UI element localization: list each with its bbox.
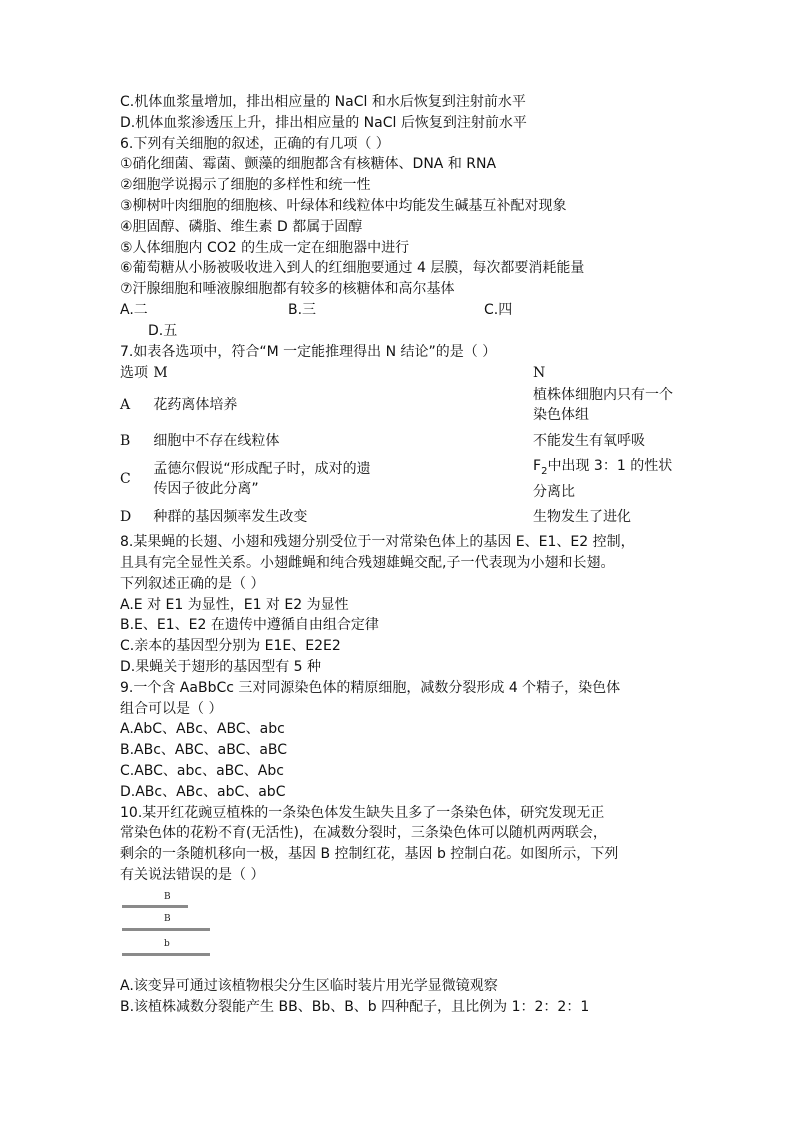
- q7-table: [120, 362, 680, 532]
- q6-item-2: ②细胞学说揭示了细胞的多样性和统一性: [120, 177, 371, 194]
- q6-option-b: B.三: [288, 301, 317, 318]
- q7-row-m: 孟德尔假说“形成配子时，成对的遗传因子彼此分离”: [153, 461, 371, 498]
- q7-header-option: 选项: [120, 365, 148, 382]
- q7-row-n-sub: 2: [541, 466, 548, 478]
- q6-item-3: ③柳树叶肉细胞的细胞核、叶绿体和线粒体中均能发生碱基互补配对现象: [120, 197, 567, 214]
- table-row: [120, 426, 680, 456]
- q10-option-b: B.该植株减数分裂能产生 BB、Bb、B、b 四种配子，且比例为 1：2：2：1: [120, 998, 590, 1015]
- q7-row-n: 不能发生有氧呼吸: [533, 433, 646, 450]
- table-row: [120, 456, 680, 502]
- table-row: [120, 502, 680, 532]
- q6-stem: 6.下列有关细胞的叙述，正确的有几项（ ）: [120, 135, 390, 152]
- q9-stem-2: 组合可以是（ ）: [120, 700, 223, 717]
- q10-stem-1: 10.某开红花豌豆植株的一条染色体发生缺失且多了一条染色体，研究发现无正: [120, 804, 605, 821]
- chromosome-bar-long: [122, 953, 210, 956]
- q9-option-b: B.ABc、ABC、aBC、aBC: [120, 742, 288, 759]
- q9-option-c: C.ABC、abc、aBC、Abc: [120, 762, 284, 779]
- table-row: [120, 384, 680, 426]
- q6-item-4: ④胆固醇、磷脂、维生素 D 都属于固醇: [120, 218, 363, 235]
- q7-row-n-post: 中出现 3：1 的性状分离比: [533, 458, 673, 501]
- q6-option-c: C.四: [484, 301, 513, 318]
- q7-row-n: 生物发生了进化: [533, 509, 632, 526]
- q8-option-a: A.E 对 E1 为显性，E1 对 E2 为显性: [120, 596, 349, 613]
- q10-stem-2: 常染色体的花粉不育(无活性)，在减数分裂时，三条染色体可以随机两两联会，: [120, 825, 607, 842]
- q8-stem-1: 8.某果蝇的长翅、小翅和残翅分别受位于一对常染色体上的基因 E、E1、E2 控制，: [120, 534, 635, 551]
- q10-option-a: A.该变异可通过该植物根尖分生区临时装片用光学显微镜观察: [120, 977, 498, 994]
- q6-item-1: ①硝化细菌、霉菌、颤藻的细胞都含有核糖体、DNA 和 RNA: [120, 156, 497, 173]
- q7-header-m: M: [153, 365, 168, 382]
- q7-row-n: 植株体细胞内只有一个染色体组: [533, 387, 674, 424]
- q6-option-d: D.五: [148, 322, 178, 339]
- q7-row-n: [533, 456, 680, 502]
- q6-item-5: ⑤人体细胞内 CO2 的生成一定在细胞器中进行: [120, 239, 410, 256]
- q7-row-option: D: [120, 509, 132, 526]
- q7-header-row: [120, 362, 680, 384]
- q8-stem-2: 且具有完全显性关系。小翅雌蝇和纯合残翅雄蝇交配,子一代表现为小翅和长翅。: [120, 554, 615, 571]
- q7-row-m: 花药离体培养: [153, 397, 238, 414]
- q7-row-m: 种群的基因频率发生改变: [153, 509, 308, 526]
- q10-stem-3: 剩余的一条随机移向一极，基因 B 控制红花，基因 b 控制白花。如图所示，下列: [120, 846, 619, 863]
- q6-option-a: A.二: [120, 301, 148, 318]
- q7-stem: 7.如表各选项中，符合“M 一定能推理得出 N 结论”的是（ ）: [120, 343, 497, 360]
- q6-options: [120, 300, 680, 321]
- q8-stem-3: 下列叙述正确的是（ ）: [120, 575, 265, 592]
- q7-row-option: A: [120, 397, 131, 414]
- chromosome-bar-short: [122, 905, 188, 908]
- chromosome-label-1: B: [164, 891, 171, 902]
- q6-item-6: ⑥葡萄糖从小肠被吸收进入到人的红细胞要通过 4 层膜，每次都要消耗能量: [120, 260, 585, 277]
- q6-item-7: ⑦汗腺细胞和唾液腺细胞都有较多的核糖体和高尔基体: [120, 281, 455, 298]
- chromosome-label-3: b: [164, 938, 170, 949]
- exam-page: [120, 92, 680, 1017]
- q7-row-m: 细胞中不存在线粒体: [153, 433, 280, 450]
- q7-row-option: C: [120, 471, 131, 488]
- q9-stem-1: 9.一个含 AaBbCc 三对同源染色体的精原细胞，减数分裂形成 4 个精子，染色体: [120, 679, 621, 696]
- q5-option-c: C.机体血浆量增加，排出相应量的 NaCl 和水后恢复到注射前水平: [120, 94, 526, 110]
- q9-option-a: A.AbC、ABc、ABC、abc: [120, 721, 285, 738]
- q10-stem-4: 有关说法错误的是（ ）: [120, 866, 265, 883]
- q8-option-c: C.亲本的基因型分别为 E1E、E2E2: [120, 638, 341, 655]
- q7-row-n-pre: F: [533, 458, 542, 475]
- q7-header-n: N: [533, 365, 546, 382]
- q5-option-d: D.机体血浆渗透压上升，排出相应量的 NaCl 后恢复到注射前水平: [120, 114, 527, 131]
- chromosome-label-2: B: [164, 913, 171, 924]
- q8-option-b: B.E、E1、E2 在遗传中遵循自由组合定律: [120, 617, 379, 634]
- q8-option-d: D.果蝇关于翅形的基因型有 5 种: [120, 658, 322, 675]
- chromosome-figure: [122, 890, 242, 970]
- chromosome-bar-long: [122, 928, 210, 931]
- q9-option-d: D.ABc、ABc、abC、abC: [120, 783, 286, 800]
- q7-row-option: B: [120, 433, 131, 450]
